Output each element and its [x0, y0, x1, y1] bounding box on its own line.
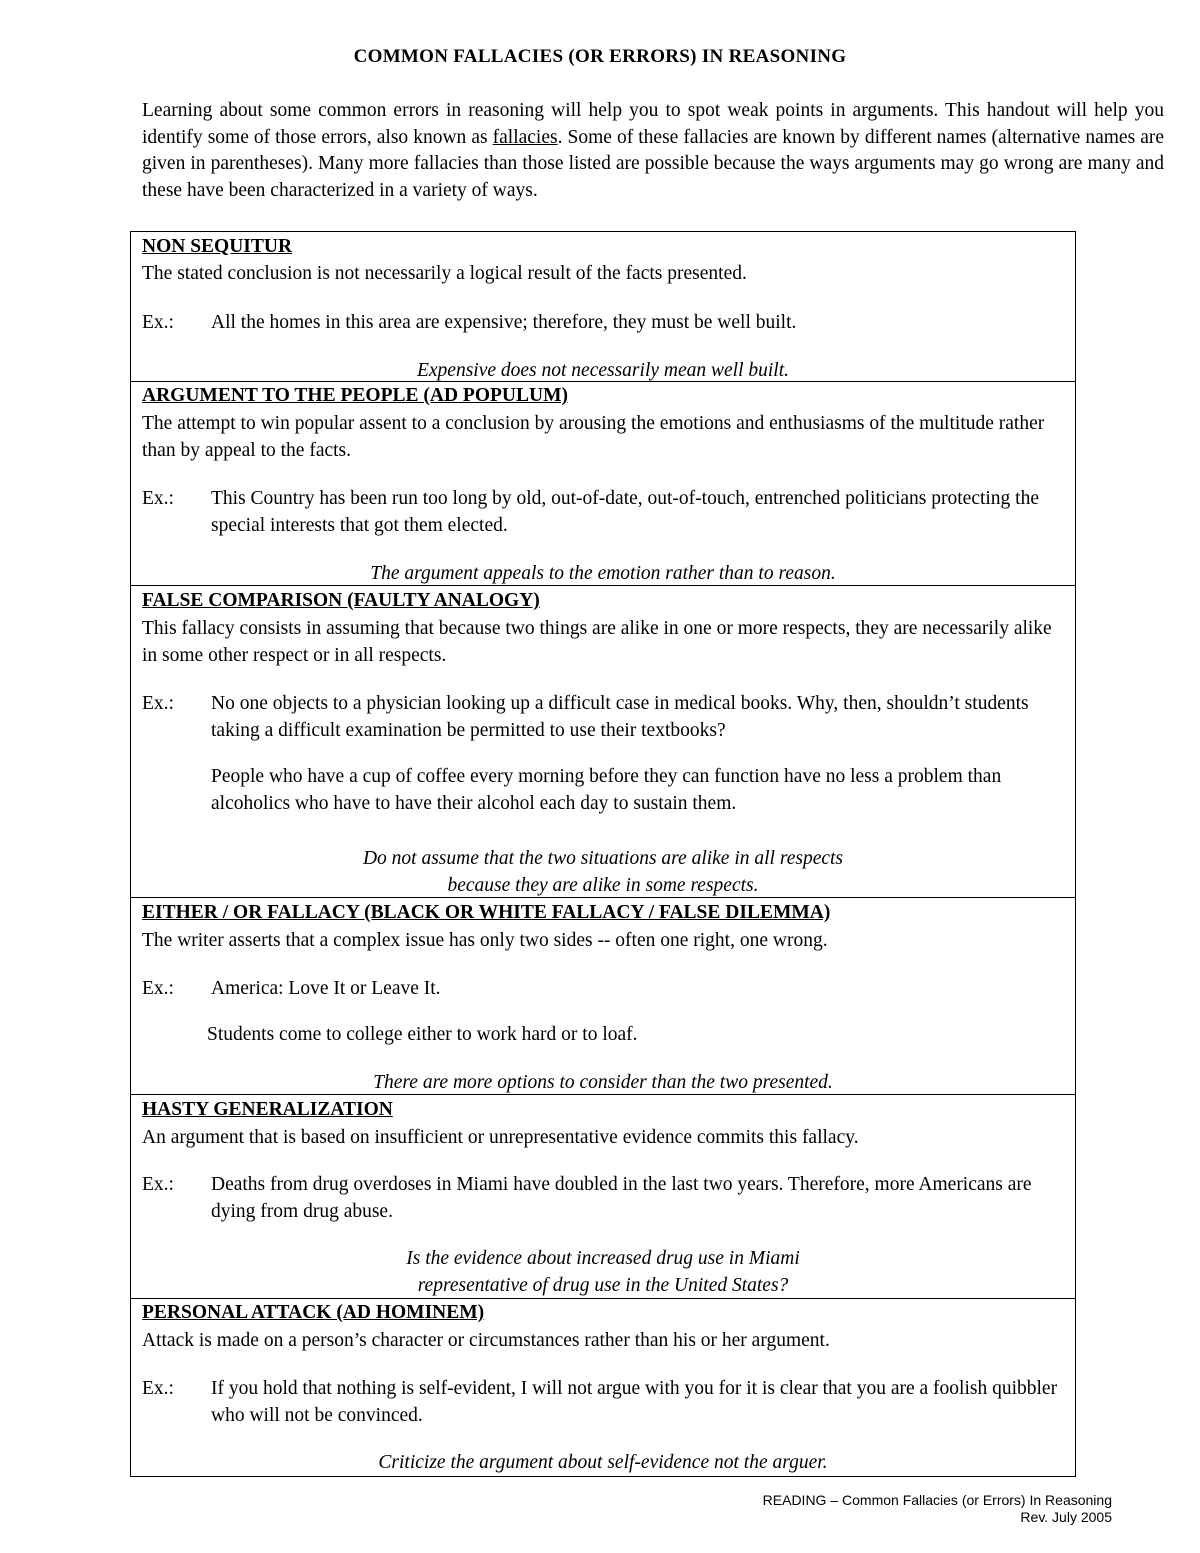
example-label: Ex.: — [142, 1174, 174, 1195]
example-label: Ex.: — [142, 488, 174, 509]
section-heading: HASTY GENERALIZATION — [142, 1099, 393, 1120]
section-heading: ARGUMENT TO THE PEOPLE (AD POPULUM) — [142, 385, 568, 406]
section-note: Expensive does not necessarily mean well built. — [416, 360, 790, 381]
section-note-line: representative of drug use in the United States? — [417, 1275, 789, 1296]
example-text: This Country has been run too long by old, out-of-date, out-of-touch, entrenched politicians protecting the special interests that got them elected. — [211, 488, 1040, 536]
section-description: This fallacy consists in assuming that because two things are alike in one or more respects, they are necessarily alike in some other respect or in all respects. — [142, 618, 1052, 666]
example-label: Ex.: — [142, 693, 174, 714]
example-text: Students come to college either to work hard or to loaf. — [207, 1024, 638, 1045]
example-text: All the homes in this area are expensive; therefore, they must be well built. — [211, 312, 797, 333]
example-label: Ex.: — [142, 978, 174, 999]
section-description: The attempt to win popular assent to a conclusion by arousing the emotions and enthusiasms of the multitude rather than by appeal to the facts. — [142, 413, 1045, 461]
example-text: America: Love It or Leave It. — [211, 978, 441, 999]
example-text: Deaths from drug overdoses in Miami have doubled in the last two years. Therefore, more Americans are dying from drug abuse. — [211, 1174, 1032, 1222]
section-description: Attack is made on a person’s character or circumstances rather than his or her argument. — [142, 1330, 830, 1351]
footer-title: READING – Common Fallacies (or Errors) In Reasoning — [762, 1492, 1112, 1508]
section-description: The writer asserts that a complex issue has only two sides -- often one right, one wrong. — [142, 930, 828, 951]
section-note-line: Do not assume that the two situations are alike in all respects — [362, 848, 844, 869]
section-note-line: because they are alike in some respects. — [447, 875, 759, 896]
example-label: Ex.: — [142, 1378, 174, 1399]
section-note-line: Is the evidence about increased drug use in Miami — [406, 1248, 800, 1269]
section-heading: EITHER / OR FALLACY (BLACK OR WHITE FALLACY / FALSE DILEMMA) — [142, 902, 831, 923]
intro-text-after: . Some of these fallacies are known by different names (alternative names are given in parentheses). Many more fallacies than those listed are possible because the ways arguments may go wrong are many and these have been characterized in a variety of ways. — [142, 126, 1164, 201]
page-title: COMMON FALLACIES (OR ERRORS) IN REASONING — [353, 46, 847, 67]
intro-term-fallacies: fallacies — [492, 126, 558, 148]
section-note: Criticize the argument about self-evidence not the arguer. — [378, 1452, 828, 1473]
section-heading: NON SEQUITUR — [142, 236, 293, 257]
section-description: An argument that is based on insufficient or unrepresentative evidence commits this fallacy. — [142, 1127, 859, 1148]
example-text: People who have a cup of coffee every morning before they can function have no less a problem than alcoholics who have to have their alcohol each day to sustain them. — [211, 766, 1002, 814]
example-label: Ex.: — [142, 312, 174, 333]
section-description: The stated conclusion is not necessarily a logical result of the facts presented. — [142, 263, 747, 284]
example-text: If you hold that nothing is self-evident, I will not argue with you for it is clear that you are a foolish quibbler who will not be convinced. — [211, 1378, 1058, 1426]
intro-paragraph — [142, 98, 1164, 204]
footer-revision: Rev. July 2005 — [1020, 1509, 1112, 1525]
example-text: No one objects to a physician looking up a difficult case in medical books. Why, then, shouldn’t students taking a difficult examination be permitted to use their textbooks? — [211, 693, 1029, 741]
section-heading: PERSONAL ATTACK (AD HOMINEM) — [142, 1302, 485, 1323]
section-heading: FALSE COMPARISON (FAULTY ANALOGY) — [142, 590, 540, 611]
section-note: The argument appeals to the emotion rather than to reason. — [370, 563, 836, 584]
section-note: There are more options to consider than the two presented. — [373, 1072, 833, 1093]
intro-text-before: Learning about some common errors in reasoning will help you to spot weak points in arguments. This handout will help you identify some of those errors, also known as — [142, 100, 1164, 148]
